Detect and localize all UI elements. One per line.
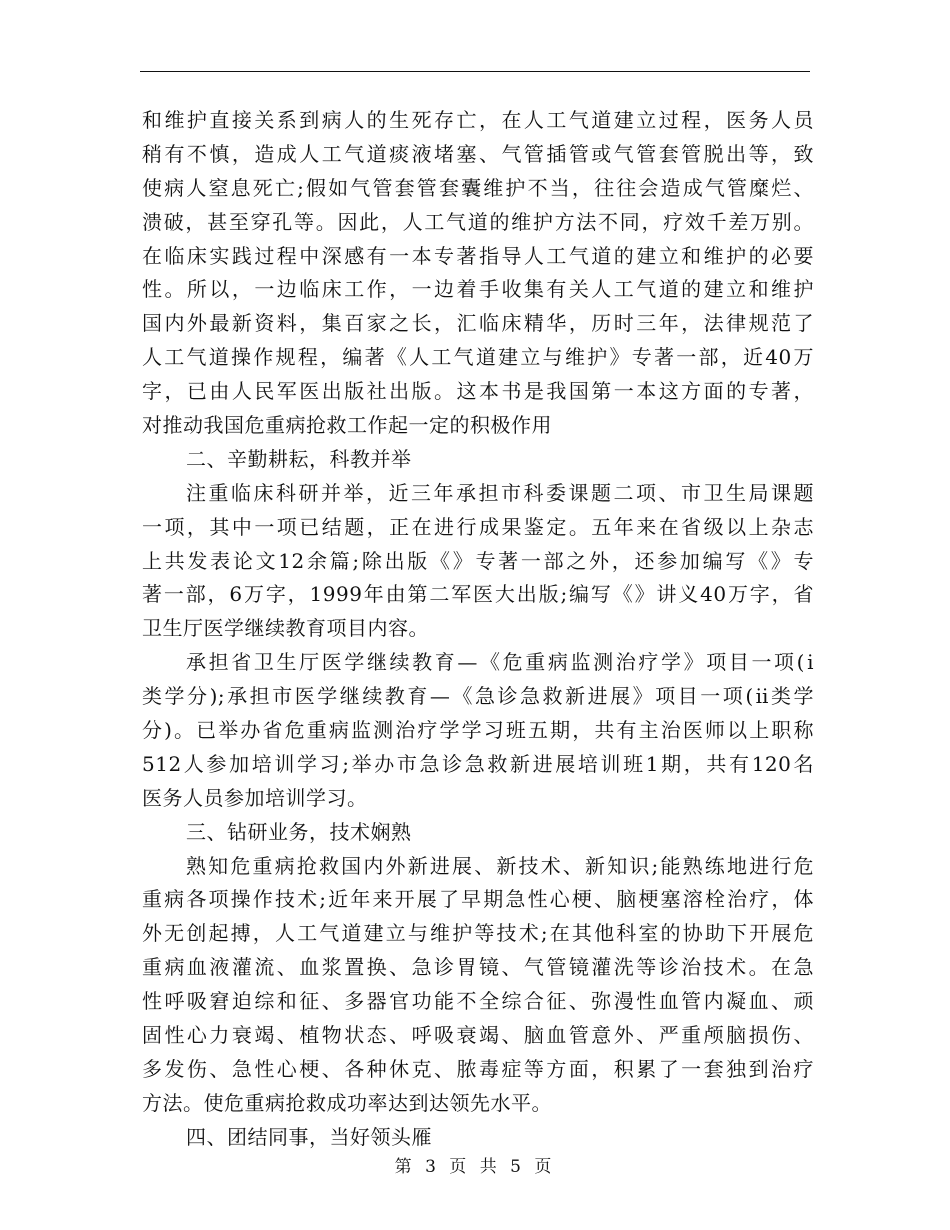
text-line: 重病血液灌流、血浆置换、急诊胃镜、气管镜灌洗等诊治技术。在急 (142, 955, 814, 980)
text-line: 和维护直接关系到病人的生死存亡，在人工气道建立过程，医务人员 (142, 108, 814, 132)
text-line: 512人参加培训学习;举办市急诊急救新进展培训班1期，共有120名 (142, 751, 814, 776)
text-line: 稍有不慎，造成人工气道痰液堵塞、气管插管或气管套管脱出等，致 (142, 141, 814, 166)
text-line: 注重临床科研并举，近三年承担市科委课题二项、市卫生局课题 (186, 480, 814, 505)
text-line: 性呼吸窘迫综和征、多器官功能不全综合征、弥漫性血管内凝血、顽 (142, 989, 814, 1014)
text-line: 四、团结同事，当好领头雁 (186, 1124, 432, 1149)
text-line: 在临床实践过程中深感有一本专著指导人工气道的建立和维护的必要 (142, 243, 814, 268)
text-line: 分)。已举办省危重病监测治疗学学习班五期，共有主治医师以上职称 (142, 718, 814, 743)
text-line: 二、辛勤耕耘，科教并举 (186, 446, 412, 471)
text-line: 方法。使危重病抢救成功率达到达领先水平。 (142, 1090, 552, 1115)
text-line: 重病各项操作技术;近年来开展了早期急性心梗、脑梗塞溶栓治疗，体 (142, 887, 814, 912)
text-line: 溃破，甚至穿孔等。因此，人工气道的维护方法不同，疗效千差万别。 (142, 209, 814, 234)
text-line: 外无创起搏，人工气道建立与维护等技术;在其他科室的协助下开展危 (142, 921, 814, 946)
text-line: 人工气道操作规程，编著《人工气道建立与维护》专著一部，近40万 (142, 345, 814, 370)
text-line: 三、钻研业务，技术娴熟 (186, 819, 412, 844)
text-line: 性。所以，一边临床工作，一边着手收集有关人工气道的建立和维护 (142, 277, 814, 302)
page-footer: 第 3 页 共 5 页 (394, 1157, 556, 1177)
text-line: 字，已由人民军医出版社出版。这本书是我国第一本这方面的专著， (142, 379, 814, 404)
text-line: 承担省卫生厅医学继续教育—《危重病监测治疗学》项目一项(ⅰ (186, 650, 814, 675)
document-body (142, 104, 814, 1155)
text-line: 熟知危重病抢救国内外新进展、新技术、新知识;能熟练地进行危 (186, 853, 814, 878)
header-rule (140, 71, 810, 72)
text-line: 医务人员参加培训学习。 (142, 785, 368, 810)
text-line: 类学分);承担市医学继续教育—《急诊急救新进展》项目一项(ⅱ类学 (142, 684, 814, 709)
text-line: 使病人窒息死亡;假如气管套管套囊维护不当，往往会造成气管糜烂、 (142, 175, 814, 200)
text-line: 著一部，6万字，1999年由第二军医大出版;编写《》讲义40万字，省 (142, 582, 814, 607)
text-line: 多发伤、急性心梗、各种休克、脓毒症等方面，积累了一套独到治疗 (142, 1056, 814, 1081)
text-line: 国内外最新资料，集百家之长，汇临床精华，历时三年，法律规范了 (142, 311, 814, 336)
text-line: 固性心力衰竭、植物状态、呼吸衰竭、脑血管意外、严重颅脑损伤、 (142, 1023, 814, 1048)
text-line: 一项，其中一项已结题，正在进行成果鉴定。五年来在省级以上杂志 (142, 514, 814, 539)
text-line: 上共发表论文12余篇;除出版《》专著一部之外，还参加编写《》专 (142, 548, 814, 573)
text-line: 对推动我国危重病抢救工作起一定的积极作用 (142, 413, 552, 438)
text-line: 卫生厅医学继续教育项目内容。 (142, 616, 429, 641)
